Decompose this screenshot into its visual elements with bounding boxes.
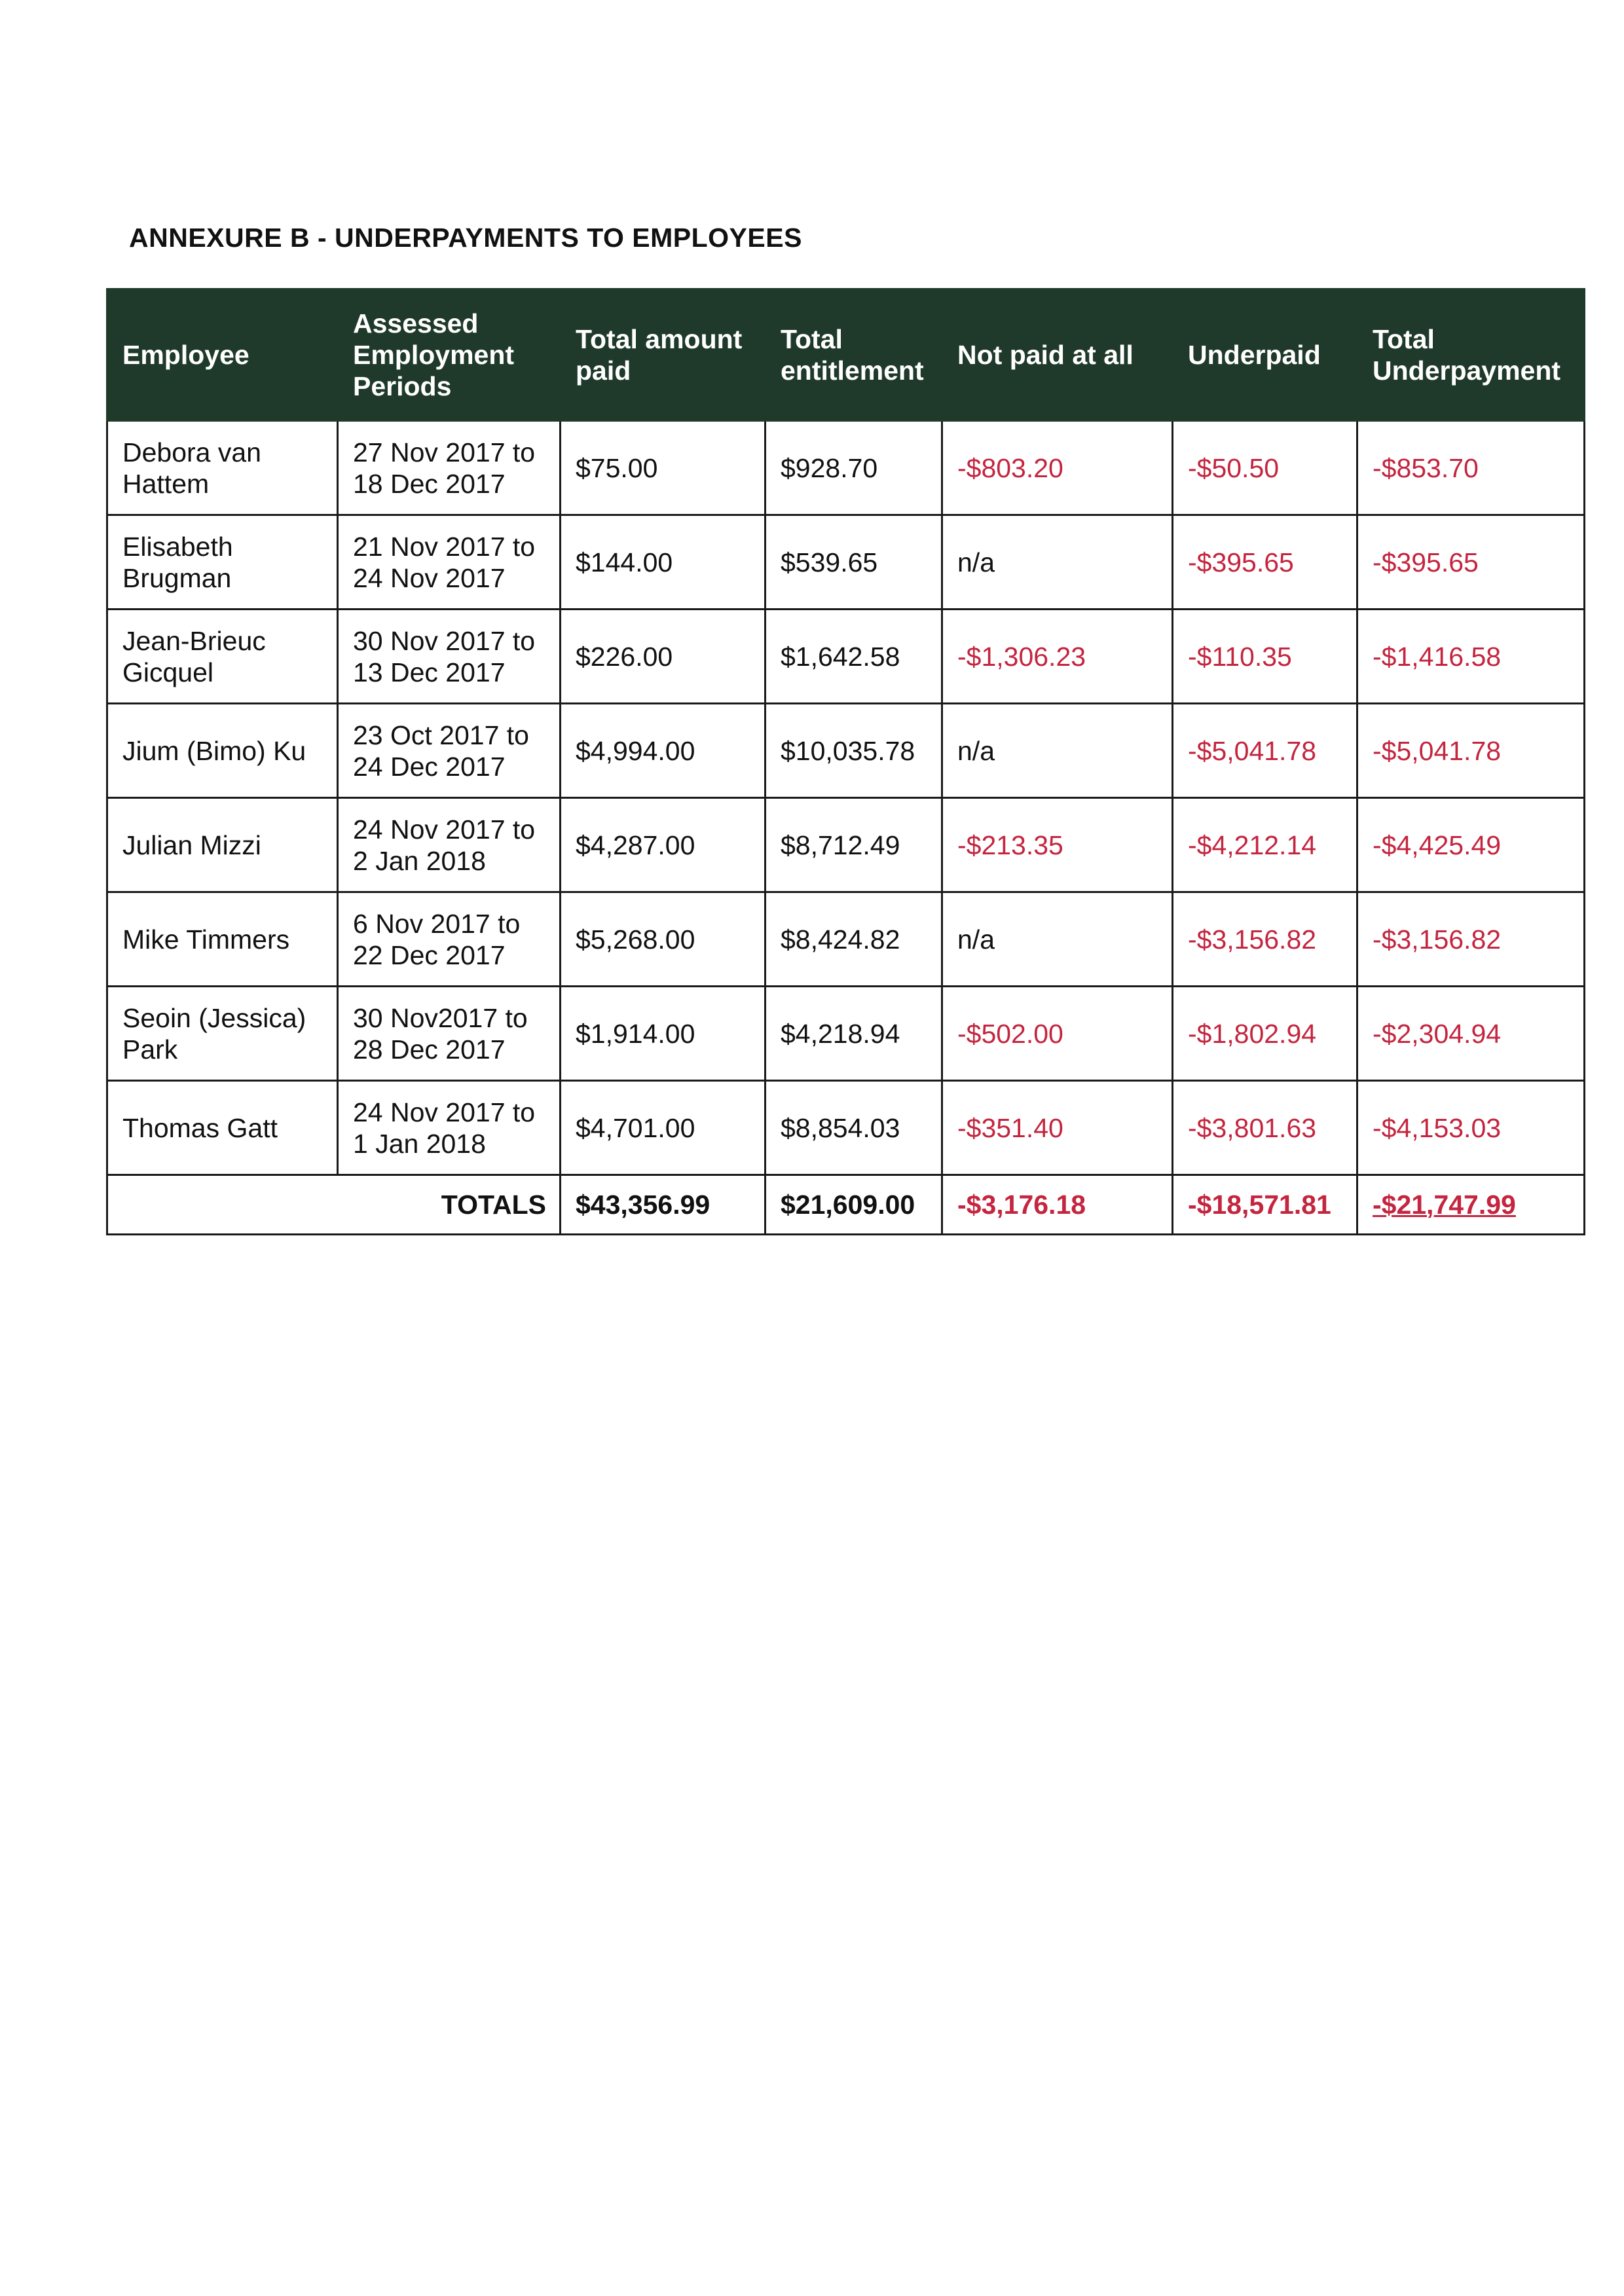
cell-employee: Julian Mizzi bbox=[107, 798, 338, 892]
cell-paid: $4,287.00 bbox=[561, 798, 766, 892]
grand-total-value: -$21,747.99 bbox=[1373, 1190, 1516, 1220]
table-row bbox=[107, 610, 1585, 704]
cell-paid: $226.00 bbox=[561, 610, 766, 704]
total-underpaid: -$18,571.81 bbox=[1173, 1175, 1357, 1235]
cell-total-underpayment: -$395.65 bbox=[1357, 515, 1585, 610]
cell-entitlement: $928.70 bbox=[766, 421, 942, 515]
cell-period: 30 Nov2017 to 28 Dec 2017 bbox=[338, 987, 561, 1081]
total-entitlement: $21,609.00 bbox=[766, 1175, 942, 1235]
total-paid: $43,356.99 bbox=[561, 1175, 766, 1235]
totals-row bbox=[107, 1175, 1585, 1235]
cell-paid: $4,701.00 bbox=[561, 1081, 766, 1175]
underpayments-table bbox=[106, 288, 1585, 1235]
cell-entitlement: $539.65 bbox=[766, 515, 942, 610]
total-underpayment-grand bbox=[1357, 1175, 1585, 1235]
cell-underpaid: -$50.50 bbox=[1173, 421, 1357, 515]
cell-underpaid: -$110.35 bbox=[1173, 610, 1357, 704]
cell-period: 24 Nov 2017 to 2 Jan 2018 bbox=[338, 798, 561, 892]
cell-not-paid: -$502.00 bbox=[942, 987, 1173, 1081]
cell-not-paid: -$351.40 bbox=[942, 1081, 1173, 1175]
cell-paid: $4,994.00 bbox=[561, 704, 766, 798]
cell-paid: $5,268.00 bbox=[561, 892, 766, 987]
cell-total-underpayment: -$4,153.03 bbox=[1357, 1081, 1585, 1175]
header-employee: Employee bbox=[107, 289, 338, 421]
table-row bbox=[107, 421, 1585, 515]
cell-entitlement: $8,712.49 bbox=[766, 798, 942, 892]
cell-paid: $1,914.00 bbox=[561, 987, 766, 1081]
table-row bbox=[107, 704, 1585, 798]
page-title: ANNEXURE B - UNDERPAYMENTS TO EMPLOYEES bbox=[129, 223, 802, 253]
cell-employee: Jium (Bimo) Ku bbox=[107, 704, 338, 798]
cell-period: 27 Nov 2017 to 18 Dec 2017 bbox=[338, 421, 561, 515]
cell-employee: Debora van Hattem bbox=[107, 421, 338, 515]
cell-total-underpayment: -$3,156.82 bbox=[1357, 892, 1585, 987]
table-row bbox=[107, 1081, 1585, 1175]
cell-entitlement: $8,424.82 bbox=[766, 892, 942, 987]
cell-not-paid: n/a bbox=[942, 892, 1173, 987]
table-row bbox=[107, 798, 1585, 892]
cell-not-paid: -$213.35 bbox=[942, 798, 1173, 892]
cell-underpaid: -$395.65 bbox=[1173, 515, 1357, 610]
cell-underpaid: -$3,801.63 bbox=[1173, 1081, 1357, 1175]
totals-label: TOTALS bbox=[107, 1175, 561, 1235]
header-row bbox=[107, 289, 1585, 421]
cell-period: 23 Oct 2017 to 24 Dec 2017 bbox=[338, 704, 561, 798]
header-underpaid: Underpaid bbox=[1173, 289, 1357, 421]
cell-period: 24 Nov 2017 to 1 Jan 2018 bbox=[338, 1081, 561, 1175]
cell-total-underpayment: -$5,041.78 bbox=[1357, 704, 1585, 798]
table-row bbox=[107, 987, 1585, 1081]
cell-entitlement: $4,218.94 bbox=[766, 987, 942, 1081]
total-not-paid: -$3,176.18 bbox=[942, 1175, 1173, 1235]
cell-underpaid: -$1,802.94 bbox=[1173, 987, 1357, 1081]
header-total-underpayment: Total Underpayment bbox=[1357, 289, 1585, 421]
cell-employee: Mike Timmers bbox=[107, 892, 338, 987]
cell-not-paid: -$1,306.23 bbox=[942, 610, 1173, 704]
cell-employee: Jean-Brieuc Gicquel bbox=[107, 610, 338, 704]
cell-entitlement: $10,035.78 bbox=[766, 704, 942, 798]
cell-total-underpayment: -$4,425.49 bbox=[1357, 798, 1585, 892]
cell-total-underpayment: -$1,416.58 bbox=[1357, 610, 1585, 704]
header-not-paid: Not paid at all bbox=[942, 289, 1173, 421]
cell-not-paid: n/a bbox=[942, 515, 1173, 610]
cell-underpaid: -$5,041.78 bbox=[1173, 704, 1357, 798]
cell-underpaid: -$3,156.82 bbox=[1173, 892, 1357, 987]
cell-employee: Thomas Gatt bbox=[107, 1081, 338, 1175]
cell-paid: $75.00 bbox=[561, 421, 766, 515]
table-row bbox=[107, 515, 1585, 610]
table-row bbox=[107, 892, 1585, 987]
cell-employee: Seoin (Jessica) Park bbox=[107, 987, 338, 1081]
cell-total-underpayment: -$853.70 bbox=[1357, 421, 1585, 515]
cell-period: 6 Nov 2017 to 22 Dec 2017 bbox=[338, 892, 561, 987]
cell-total-underpayment: -$2,304.94 bbox=[1357, 987, 1585, 1081]
header-total-paid: Total amount paid bbox=[561, 289, 766, 421]
cell-entitlement: $8,854.03 bbox=[766, 1081, 942, 1175]
header-total-entitlement: Total entitlement bbox=[766, 289, 942, 421]
cell-underpaid: -$4,212.14 bbox=[1173, 798, 1357, 892]
cell-not-paid: n/a bbox=[942, 704, 1173, 798]
cell-employee: Elisabeth Brugman bbox=[107, 515, 338, 610]
header-assessed-periods: Assessed Employment Periods bbox=[338, 289, 561, 421]
cell-paid: $144.00 bbox=[561, 515, 766, 610]
cell-not-paid: -$803.20 bbox=[942, 421, 1173, 515]
cell-entitlement: $1,642.58 bbox=[766, 610, 942, 704]
cell-period: 21 Nov 2017 to 24 Nov 2017 bbox=[338, 515, 561, 610]
cell-period: 30 Nov 2017 to 13 Dec 2017 bbox=[338, 610, 561, 704]
